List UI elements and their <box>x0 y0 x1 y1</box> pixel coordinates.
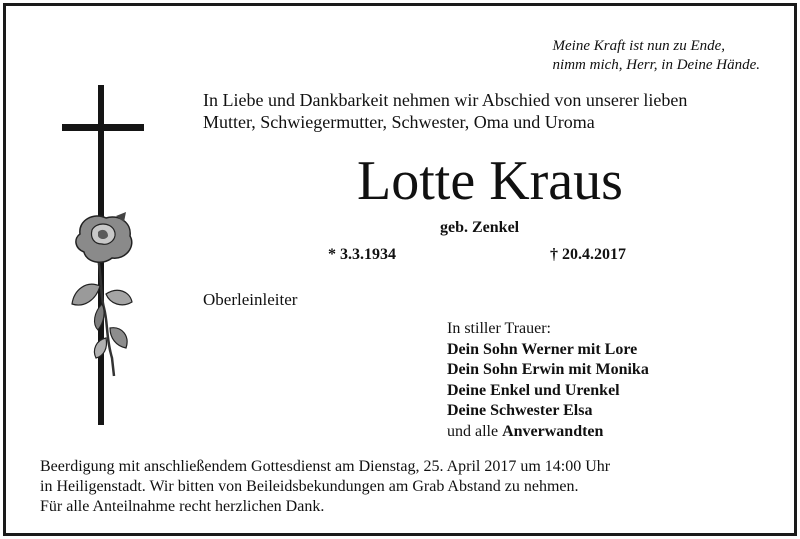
hometown: Oberleinleiter <box>203 290 298 309</box>
intro-text <box>203 89 687 133</box>
funeral-line-2: in Heiligenstadt. Wir bitten von Beileidsbekundungen am Grab Abstand zu nehmen. <box>40 478 579 495</box>
funeral-info <box>40 457 610 517</box>
mourner-last-bold: Anverwandten <box>502 422 604 440</box>
mourner-last-line <box>447 422 649 443</box>
mourner-line: Dein Sohn Werner mit Lore <box>447 340 638 358</box>
motto-verse <box>553 37 760 75</box>
cross-horizontal-bar <box>62 124 144 131</box>
mourner-line: Deine Schwester Elsa <box>447 402 593 419</box>
mourner-line: Dein Sohn Erwin mit Monika <box>447 361 649 378</box>
mourner-last-prefix: und alle <box>447 422 499 440</box>
funeral-line-3: Für alle Anteilnahme recht herzlichen Dank. <box>40 498 325 515</box>
death-date: † 20.4.2017 <box>550 246 626 263</box>
maiden-name: geb. Zenkel <box>440 219 520 236</box>
motto-line-2: nimm mich, Herr, in Deine Hände. <box>552 57 760 73</box>
mourners-heading: In stiller Trauer: <box>447 320 551 337</box>
mourners-block <box>447 319 649 442</box>
rose-icon <box>66 208 138 383</box>
funeral-line-1: Beerdigung mit anschließendem Gottesdienst am Dienstag, 25. April 2017 um 14:00 Uhr <box>40 458 611 475</box>
intro-line-2: Mutter, Schwiegermutter, Schwester, Oma und Uroma <box>203 112 595 132</box>
motto-line-1: Meine Kraft ist nun zu Ende, <box>552 38 726 54</box>
deceased-name: Lotte Kraus <box>357 150 623 212</box>
mourner-line: Deine Enkel und Urenkel <box>447 381 620 399</box>
birth-date: * 3.3.1934 <box>328 246 396 263</box>
intro-line-1: In Liebe und Dankbarkeit nehmen wir Abschied von unserer lieben <box>203 90 688 110</box>
